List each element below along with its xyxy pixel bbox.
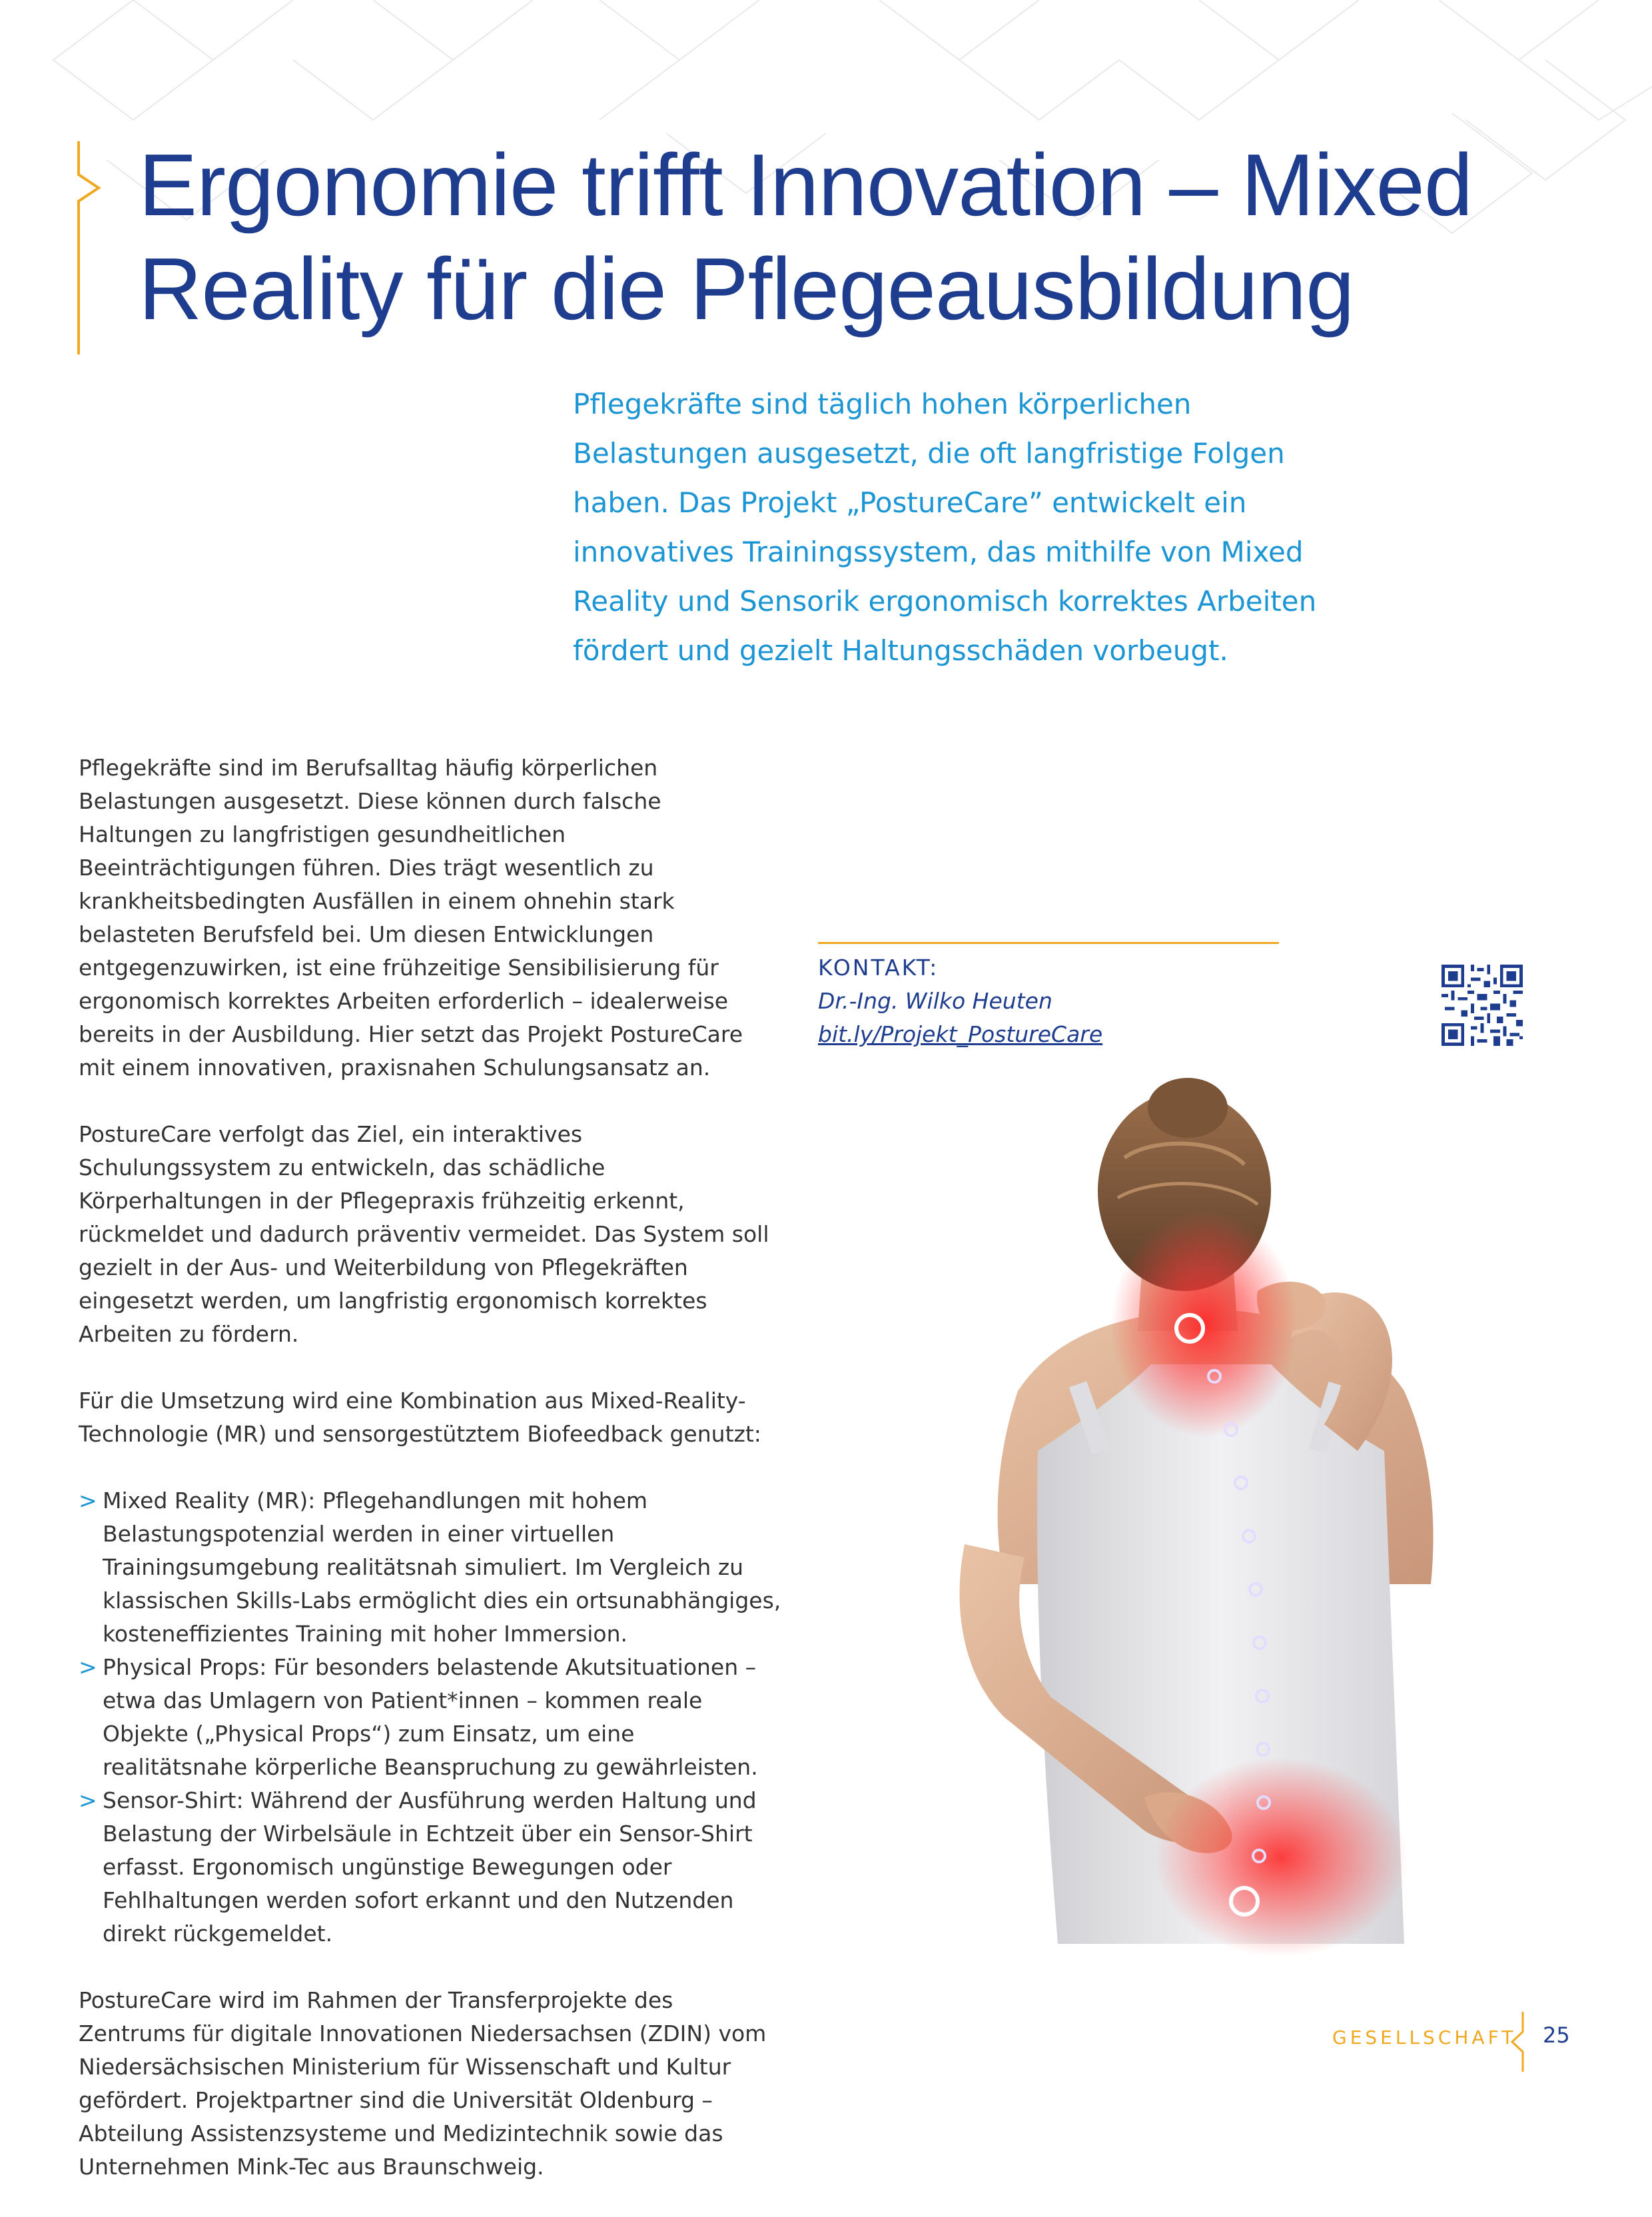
back-pain-photo — [925, 1078, 1491, 1972]
page-title: Ergonomie trifft Innovation – Mixed Reality für die Pflegeausbildung — [139, 136, 1473, 338]
bullet-marker: > — [79, 1787, 97, 1813]
body-paragraph-2: PostureCare verfolgt das Ziel, ein interaktives Schulungssystem zu entwickeln, das schädliche Körperhaltungen in der Pflegepraxis frühzeitig erkennt, rückmeldet und dadurch präventiv vermeidet. Das System soll gezielt in der Aus- und Weiterbildung von Pflegekräften eingesetzt werden, um langfristig ergonomisch korrektes Arbeiten zu fördern. — [79, 1121, 769, 1347]
list-item-text: Physical Props: Für besonders belastende Akutsituationen – etwa das Umlagern von Patient*innen – kommen reale Objekte („Physical Props“) zum Einsatz, um eine realitätsnahe körperliche Beanspruchung zu gewährleisten. — [103, 1654, 758, 1780]
contact-block — [818, 951, 1351, 1051]
contact-divider — [818, 942, 1279, 944]
bullet-list — [79, 1484, 781, 1951]
list-item — [79, 1484, 781, 1651]
page-number: 25 — [1543, 2022, 1570, 2048]
body-paragraph-3: Für die Umsetzung wird eine Kombination aus Mixed-Reality-Technologie (MR) und sensorgestütztem Biofeedback genutzt: — [79, 1388, 761, 1447]
bullet-marker: > — [79, 1488, 97, 1514]
contact-name: Dr.-Ing. Wilko Heuten — [818, 988, 1052, 1014]
lead-paragraph: Pflegekräfte sind täglich hohen körperlichen Belastungen ausgesetzt, die oft langfristige Folgen haben. Das Projekt „PostureCare” entwickelt ein innovatives Trainingssystem, das mithilfe von Mixed Reality und Sensorik ergonomisch korrektes Arbeiten fördert und gezielt Haltungsschäden vorbeugt. — [573, 388, 1317, 667]
footer-bracket-icon — [1509, 2012, 1529, 2072]
list-item-text: Sensor-Shirt: Während der Ausführung werden Haltung und Belastung der Wirbelsäule in Echtzeit über ein Sensor-Shirt erfasst. Ergonomisch ungünstige Bewegungen oder Fehlhaltungen werden sofort erkannt und den Nutzenden direkt rückgemeldet. — [103, 1787, 757, 1947]
list-item — [79, 1651, 781, 1784]
list-item — [79, 1784, 781, 1951]
title-bracket-icon — [72, 141, 112, 354]
contact-label: KONTAKT: — [818, 955, 939, 981]
list-item-text: Mixed Reality (MR): Pflegehandlungen mit hohem Belastungspotenzial werden in einer virtuellen Trainingsumgebung realitätsnah simuliert. Im Vergleich zu klassischen Skills-Labs ermöglicht dies ein ortsunabhängiges, kosteneffizientes Training mit hoher Immersion. — [103, 1488, 781, 1647]
body-paragraph-1: Pflegekräfte sind im Berufsalltag häufig körperlichen Belastungen ausgesetzt. Diese können durch falsche Haltungen zu langfristigen gesundheitlichen Beeinträchtigungen führen. Dies trägt wesentlich zu krankheitsbedingten Ausfällen in einem ohnehin stark belasteten Berufsfeld bei. Um diesen Entwicklungen entgegenzuwirken, ist eine frühzeitige Sensibilisierung für ergonomisch korrektes Arbeiten erforderlich – idealerweise bereits in der Ausbildung. Hier setzt das Projekt PostureCare mit einem innovativen, praxisnahen Schulungsansatz an. — [79, 755, 743, 1081]
left-column — [79, 751, 781, 2217]
qr-code-icon[interactable] — [1442, 965, 1523, 1046]
body-paragraph-4: PostureCare wird im Rahmen der Transferprojekte des Zentrums für digitale Innovationen Niedersachsen (ZDIN) vom Niedersächsischen Ministerium für Wissenschaft und Kultur gefördert. Projektpartner sind die Universität Oldenburg – Abteilung Assistenzsysteme und Medizintechnik sowie das Unternehmen Mink-Tec aus Braunschweig. — [79, 1987, 767, 2180]
footer-section-label: GESELLSCHAFT — [1332, 2026, 1517, 2048]
bullet-marker: > — [79, 1654, 97, 1680]
project-link[interactable]: bit.ly/Projekt_PostureCare — [818, 1021, 1103, 1047]
